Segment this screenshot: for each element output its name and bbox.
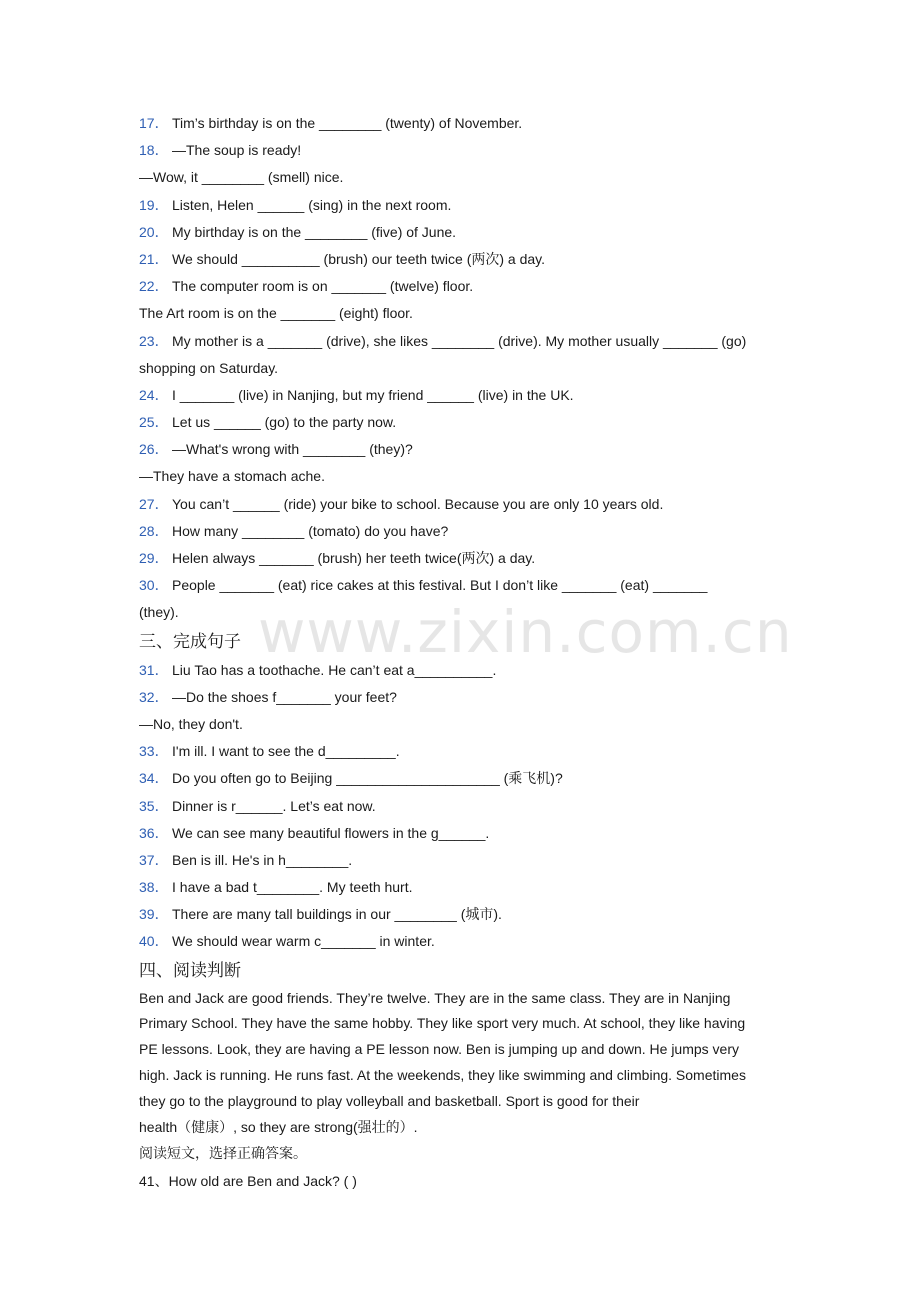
question-text: Do you often go to Beijing _____________________ (乘飞机)? — [172, 770, 563, 787]
question-line — [139, 273, 789, 300]
question-number: 21． — [139, 250, 169, 267]
question-text: People _______ (eat) rice cakes at this festival. But I don’t like _______ (eat) _______ — [172, 577, 708, 594]
question-line — [139, 436, 789, 463]
question-number: 26． — [139, 441, 169, 458]
question-text: Tim’s birthday is on the ________ (twenty) of November. — [172, 115, 523, 131]
question-line — [139, 518, 789, 545]
question-text: Liu Tao has a toothache. He can’t eat a__________. — [172, 661, 497, 678]
passage-line: high. Jack is running. He runs fast. At the weekends, they like swimming and climbing. Sometimes — [139, 1067, 746, 1084]
question-line — [139, 765, 789, 792]
question-number: 38． — [139, 879, 169, 896]
question-text: My birthday is on the ________ (five) of June. — [172, 223, 457, 240]
question-line — [139, 463, 789, 490]
question-number: 27． — [139, 495, 169, 512]
passage-line: PE lessons. Look, they are having a PE lesson now. Ben is jumping up and down. He jumps very — [139, 1041, 740, 1058]
question-text: The Art room is on the _______ (eight) floor. — [139, 305, 413, 322]
question-text: —They have a stomach ache. — [139, 468, 325, 485]
question-number: 22． — [139, 278, 169, 295]
question-line — [139, 928, 789, 955]
question-line — [139, 110, 789, 137]
question-line — [139, 820, 789, 847]
question-line — [139, 572, 789, 599]
question-line — [139, 192, 789, 219]
question-text: Dinner is r______. Let’s eat now. — [172, 797, 376, 814]
question-number: 40． — [139, 933, 169, 950]
question-text: We should wear warm c_______ in winter. — [172, 933, 435, 950]
question-text: Ben is ill. He's in h________. — [172, 851, 353, 868]
question-line — [139, 684, 789, 711]
question-line — [139, 300, 789, 327]
question-line — [139, 711, 789, 738]
question-text: My mother is a _______ (drive), she likes ________ (drive). My mother usually _______ (go) — [172, 332, 747, 349]
question-number: 28． — [139, 522, 169, 539]
question-number: 39． — [139, 906, 169, 923]
passage-line: Ben and Jack are good friends. They’re twelve. They are in the same class. They are in Nanjing — [139, 989, 731, 1006]
question-line — [139, 738, 789, 765]
question-line — [139, 545, 789, 572]
question-line — [139, 409, 789, 436]
question-text: shopping on Saturday. — [139, 359, 279, 376]
question-text: —Do the shoes f_______ your feet? — [172, 688, 397, 705]
question-line — [139, 793, 789, 820]
instruction-text: 阅读短文，选择正确答案。 — [139, 1145, 307, 1162]
worksheet-page — [139, 110, 789, 1195]
question-number: 19． — [139, 196, 169, 213]
question-text: We should __________ (brush) our teeth twice (两次) a day. — [172, 250, 546, 267]
question-text: (they). — [139, 604, 179, 621]
section4-heading: 四、阅读判断 — [139, 960, 241, 980]
question-number: 37． — [139, 851, 169, 868]
question-text: The computer room is on _______ (twelve) floor. — [172, 278, 474, 295]
question-number: 20． — [139, 223, 169, 240]
question-text: Helen always _______ (brush) her teeth twice(两次) a day. — [172, 550, 536, 566]
question-text: —No, they don't. — [139, 715, 243, 732]
question-number: 33． — [139, 743, 169, 760]
question-line — [139, 599, 789, 626]
complete-sentences-section — [139, 657, 789, 956]
question-number: 32． — [139, 688, 169, 705]
question-text: I have a bad t________. My teeth hurt. — [172, 879, 413, 896]
section3-heading: 三、完成句子 — [139, 631, 241, 651]
question-line — [139, 657, 789, 684]
question-number: 31． — [139, 661, 169, 678]
question-number: 30． — [139, 577, 169, 594]
passage-line: Primary School. They have the same hobby. They like sport very much. At school, they like having — [139, 1015, 746, 1032]
question-number: 36． — [139, 824, 169, 841]
question-text: I _______ (live) in Nanjing, but my friend ______ (live) in the UK. — [172, 386, 574, 403]
question-text: I'm ill. I want to see the d_________. — [172, 743, 400, 760]
question-number: 23． — [139, 332, 169, 349]
question-text: We can see many beautiful flowers in the g______. — [172, 824, 490, 841]
question-number: 34． — [139, 770, 169, 787]
question-text: Let us ______ (go) to the party now. — [172, 414, 397, 431]
question-text: How many ________ (tomato) do you have? — [172, 522, 449, 539]
question-text: Listen, Helen ______ (sing) in the next room. — [172, 196, 452, 213]
question-line — [139, 874, 789, 901]
question-line — [139, 328, 789, 355]
question-text: You can’t ______ (ride) your bike to school. Because you are only 10 years old. — [172, 495, 664, 512]
passage-line: they go to the playground to play volleyball and basketball. Sport is good for their — [139, 1092, 640, 1109]
question-number: 18． — [139, 142, 169, 159]
question-line — [139, 219, 789, 246]
question-line — [139, 355, 789, 382]
question-number: 29． — [139, 550, 169, 566]
question-text: —The soup is ready! — [172, 142, 302, 159]
passage-line: health（健康）, so they are strong(强壮的）. — [139, 1118, 418, 1135]
question-text: There are many tall buildings in our ________ (城市). — [172, 906, 502, 923]
fill-in-section — [139, 110, 789, 627]
question-text: —What's wrong with ________ (they)? — [172, 441, 413, 458]
question-number: 35． — [139, 797, 169, 814]
question-number: 17． — [139, 115, 169, 131]
question-number: 25． — [139, 414, 169, 431]
question-41: 41、How old are Ben and Jack? ( ) — [139, 1172, 357, 1189]
question-line — [139, 246, 789, 273]
question-line — [139, 847, 789, 874]
question-line — [139, 164, 789, 191]
question-text: —Wow, it ________ (smell) nice. — [139, 169, 344, 186]
question-line — [139, 491, 789, 518]
reading-passage — [139, 986, 789, 1141]
question-line — [139, 382, 789, 409]
watermark: www.zixin.com.cn — [258, 598, 793, 666]
question-number: 24． — [139, 386, 169, 403]
question-line — [139, 137, 789, 164]
question-line — [139, 901, 789, 928]
